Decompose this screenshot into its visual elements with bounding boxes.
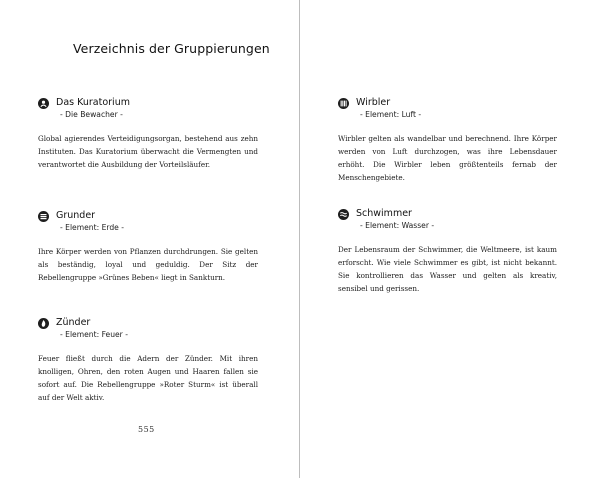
group-name: Wirbler <box>356 97 391 108</box>
group-name: Zünder <box>56 317 91 328</box>
group-subtitle: - Element: Feuer - <box>60 330 128 339</box>
kuratorium-icon <box>38 98 49 109</box>
right-page <box>300 0 600 478</box>
group-description: Wirbler gelten als wandelbar und berechnend. Ihre Körper werden von Luft durchzogen, was ihre Lebensdauer erhöht. Die Wirbler leben größtenteils fernab der Menschengebiete. <box>338 134 557 182</box>
group-description: Global agierendes Verteidigungsorgan, bestehend aus zehn Instituten. Das Kuratorium überwacht die Vermengten und verantwortet die Ausbildung der Vorteilsläufer. <box>38 134 258 169</box>
group-entry-schwimmer <box>338 209 557 295</box>
fire-icon <box>38 318 49 329</box>
group-header <box>338 209 557 243</box>
group-entry-grunder <box>38 211 258 284</box>
group-name: Grunder <box>56 210 96 221</box>
group-subtitle: - Element: Erde - <box>60 223 124 232</box>
group-description: Feuer fließt durch die Adern der Zünder. Mit ihren knolligen, Ohren, den roten Augen und Haaren fallen sie sofort auf. Die Rebellengruppe »Roter Sturm« ist überall auf der Welt aktiv. <box>38 354 258 402</box>
earth-icon <box>38 211 49 222</box>
group-header <box>38 318 258 352</box>
page-number: 555 <box>138 425 155 434</box>
group-entry-kuratorium <box>38 98 258 171</box>
group-subtitle: - Element: Luft - <box>360 110 422 119</box>
group-name: Schwimmer <box>356 208 412 219</box>
page-heading: Verzeichnis der Gruppierungen <box>73 41 270 56</box>
group-description: Ihre Körper werden von Pflanzen durchdrungen. Sie gelten als beständig, loyal und geduldig. Der Sitz der Rebellengruppe »Grünes Beben« liegt in Sankturn. <box>38 247 258 282</box>
left-page <box>0 0 299 478</box>
group-header <box>338 98 557 132</box>
group-name: Das Kuratorium <box>56 97 130 108</box>
group-subtitle: - Element: Wasser - <box>360 221 435 230</box>
air-icon <box>338 98 349 109</box>
group-entry-zuender <box>38 318 258 404</box>
group-header <box>38 211 258 245</box>
group-entry-wirbler <box>338 98 557 184</box>
group-description: Der Lebensraum der Schwimmer, die Weltmeere, ist kaum erforscht. Wie viele Schwimmer es gibt, ist nicht bekannt. Sie kontrollieren das Wasser und gelten als kreativ, sensibel und gerissen. <box>338 245 557 293</box>
group-subtitle: - Die Bewacher - <box>60 110 123 119</box>
water-icon <box>338 209 349 220</box>
group-header <box>38 98 258 132</box>
